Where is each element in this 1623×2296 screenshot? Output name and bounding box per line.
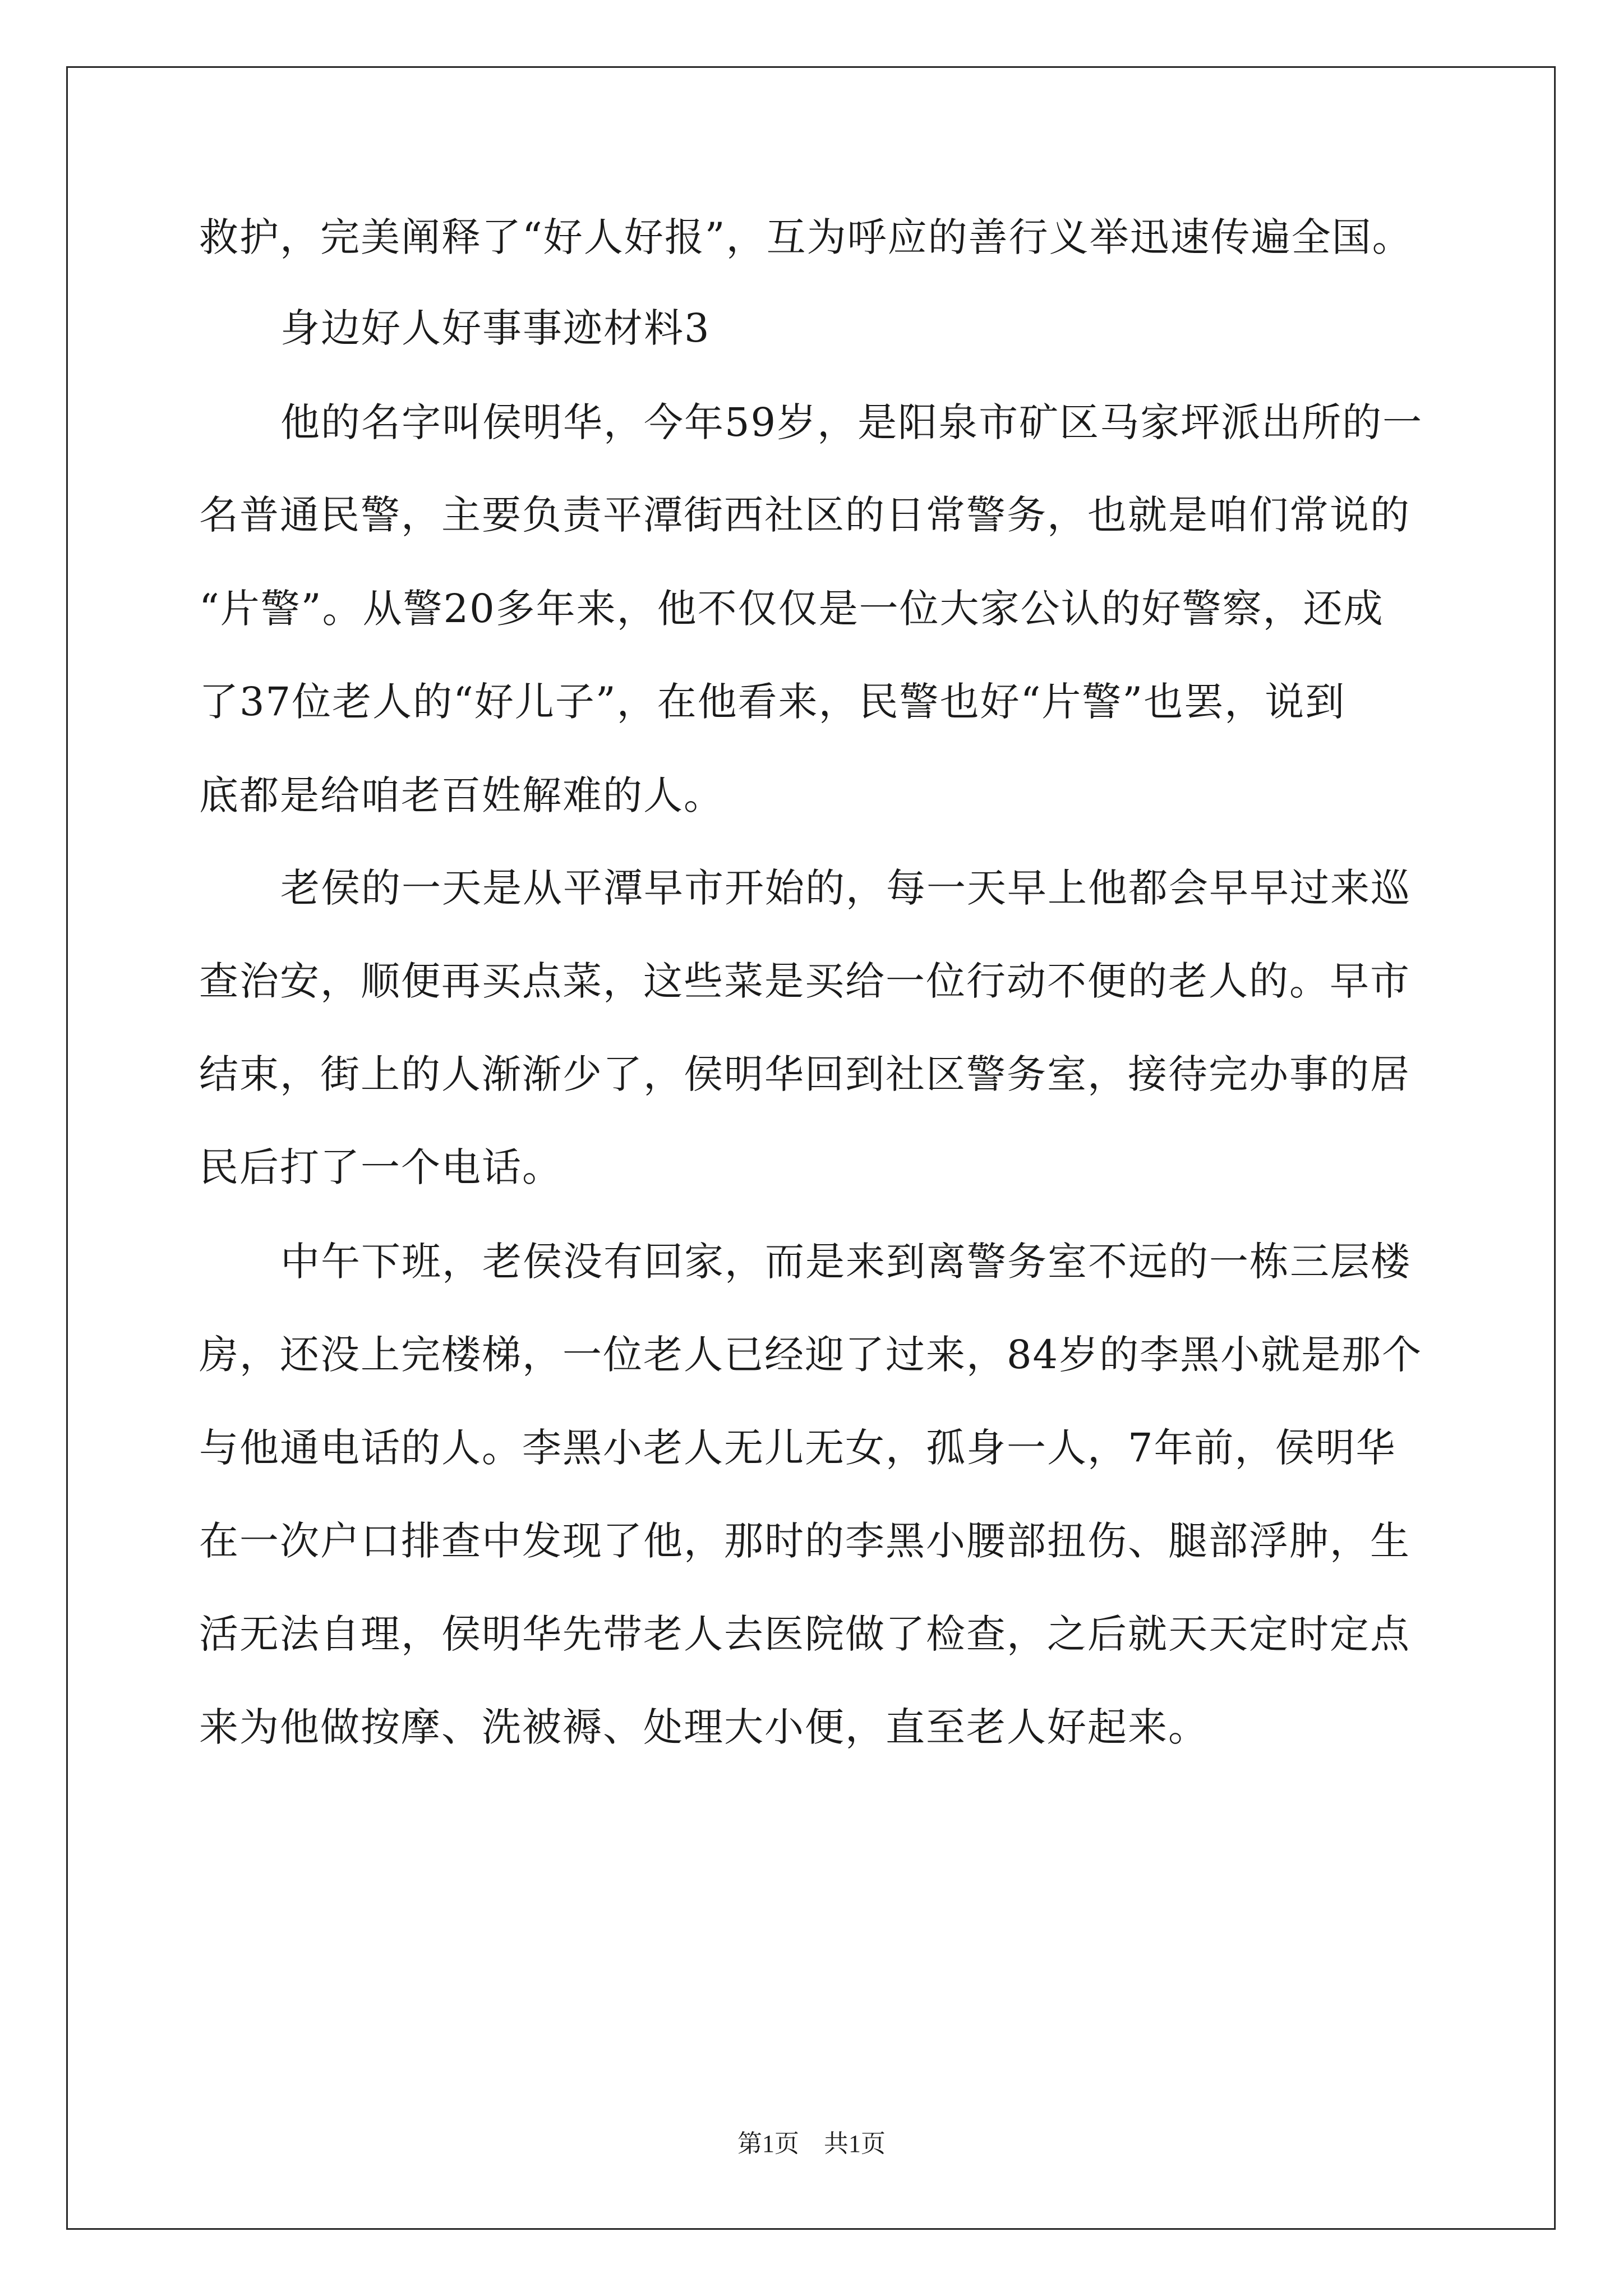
page-number: 第1页 共1页 [737,2130,886,2157]
text-line: 查治安，顺便再买点菜，这些菜是买给一位行动不便的老人的。早市 [199,958,1410,1004]
text-line: 在一次户口排查中发现了他，那时的李黑小腰部扭伤、腿部浮肿，生 [199,1518,1410,1564]
text-line: 民后打了一个电话。 [199,1144,562,1190]
text-line: 房，还没上完楼梯，一位老人已经迎了过来，84岁的李黑小就是那个 [199,1332,1423,1378]
text-line: 结束，街上的人渐渐少了，侯明华回到社区警务室，接待完办事的居 [199,1051,1410,1097]
text-line: 与他通电话的人。李黑小老人无儿无女，孤身一人，7年前，侯明华 [199,1425,1396,1471]
text-line: 名普通民警，主要负责平潭街西社区的日常警务，也就是咱们常说的 [199,492,1410,538]
text-line: “片警”。从警20多年来，他不仅仅是一位大家公认的好警察，还成 [199,586,1384,632]
text-line: 来为他做按摩、洗被褥、处理大小便，直至老人好起来。 [199,1704,1209,1750]
text-line: 老侯的一天是从平潭早市开始的，每一天早上他都会早早过来巡 [280,865,1411,911]
text-line: 他的名字叫侯明华，今年59岁，是阳泉市矿区马家坪派出所的一 [280,399,1423,445]
text-line: 活无法自理，侯明华先带老人去医院做了检查，之后就天天定时定点 [199,1611,1410,1657]
text-line: 中午下班，老侯没有回家，而是来到离警务室不远的一栋三层楼 [280,1239,1411,1285]
text-line: 救护，完美阐释了“好人好报”，互为呼应的善行义举迅速传遍全国。 [199,214,1413,260]
text-line: 底都是给咱老百姓解难的人。 [199,772,724,818]
text-line: 了37位老人的“好儿子”，在他看来，民警也好“片警”也罢，说到 [199,679,1346,725]
section-heading: 身边好人好事事迹材料3 [280,305,711,351]
